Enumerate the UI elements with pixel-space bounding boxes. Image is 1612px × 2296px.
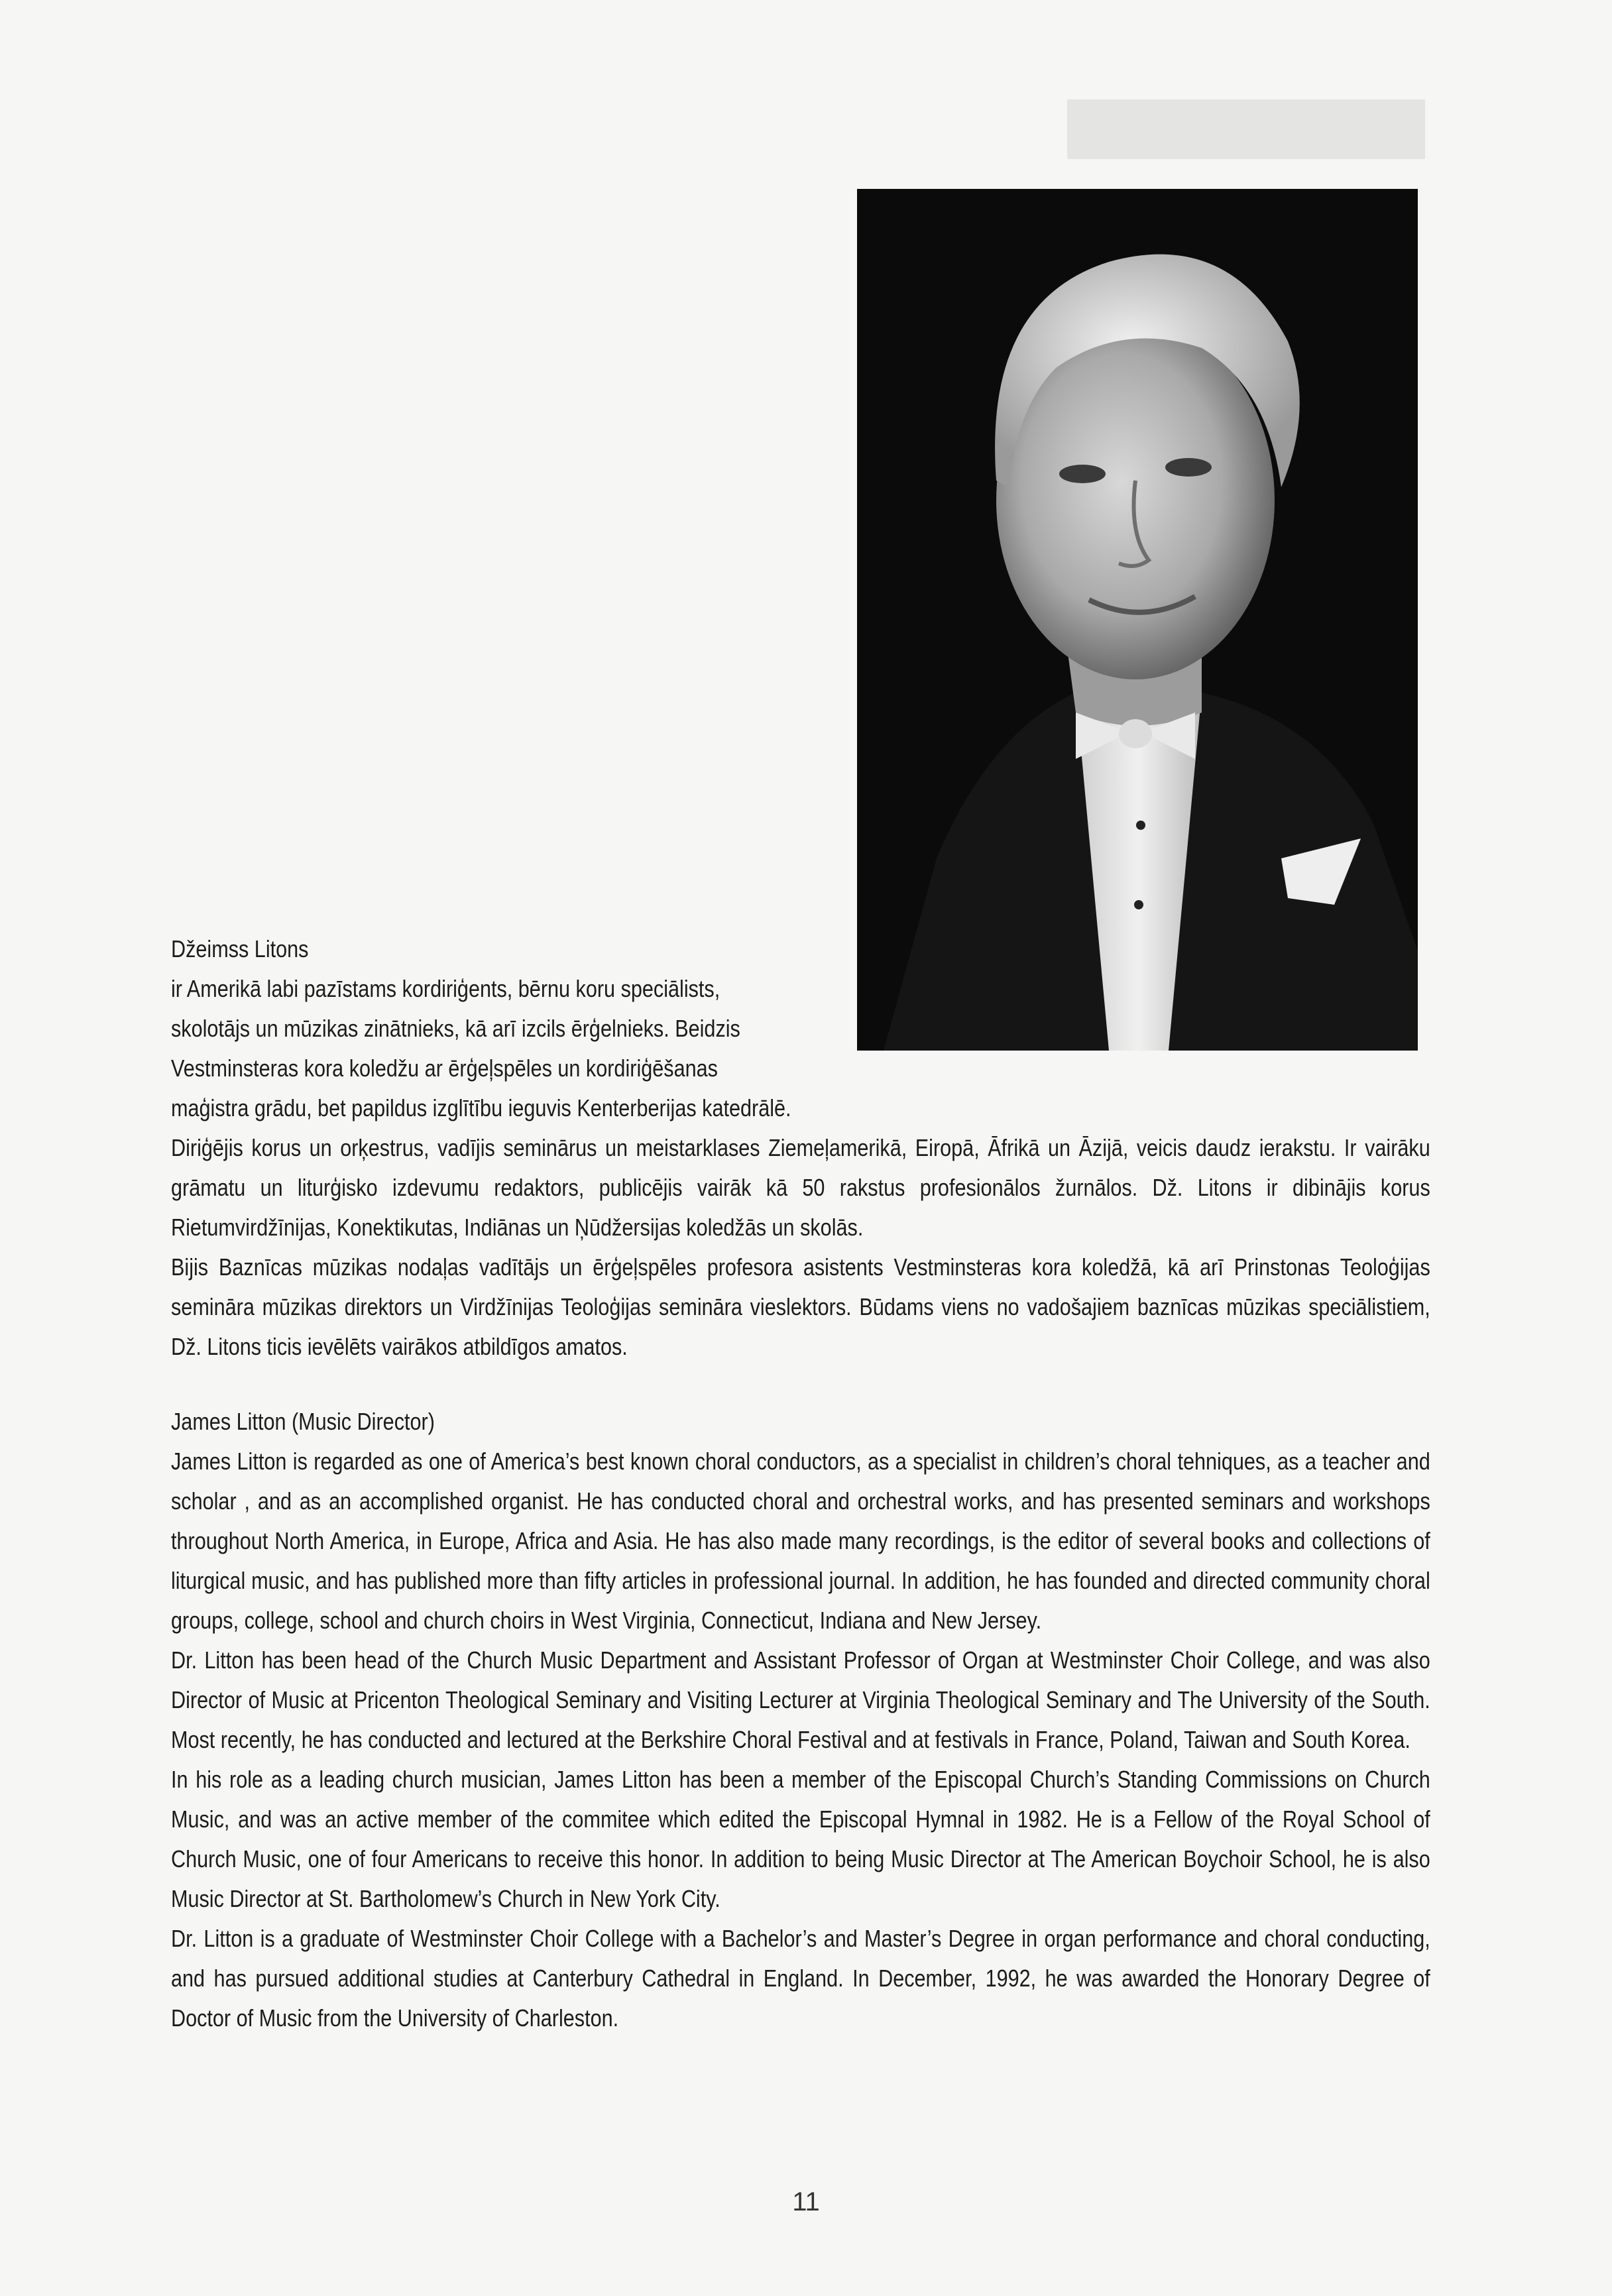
latvian-paragraph-1: Diriģējis korus un orķestrus, vadījis seminārus un meistarklases Ziemeļamerikā, Eiropā, Āfrikā un Āzijā, veicis daudz ierakstu. Ir vairāku grāmatu un liturģisko izdevumu redaktors, publicējis vairāk kā 50 rakstus profesionālos žurnālos. Dž. Litons ir dibinājis korus Rietumvirdžīnijas, Konektikutas, Indiānas un Ņūdžersijas koledžās un skolās.	[171, 1134, 1430, 1241]
page-bleed-band	[1067, 99, 1425, 159]
portrait-illustration	[857, 189, 1418, 1051]
portrait-photo	[857, 189, 1418, 1051]
english-biography	[171, 1402, 1430, 2038]
english-paragraph-4: Dr. Litton is a graduate of Westminster Choir College with a Bachelor’s and Master’s Degree in organ performance and choral conducting, and has pursued additional studies at Canterbury Cathedral in England. In December, 1992, he was awarded the Honorary Degree of Doctor of Music from the University of Charleston.	[171, 1925, 1430, 2032]
latvian-biography	[171, 929, 1430, 1367]
english-paragraph-1: James Litton is regarded as one of America’s best known choral conductors, as a specialist in children’s choral tehniques, as a teacher and scholar , and as an accomplished organist. He has conducted choral and orchestral works, and has presented seminars and workshops throughout North America, in Europe, Africa and Asia. He has also made many recordings, is the editor of several books and collections of liturgical music, and has published more than fifty articles in professional journal. In addition, he has founded and directed community choral groups, college, school and church choirs in West Virginia, Connecticut, Indiana and New Jersey.	[171, 1448, 1430, 1634]
latvian-paragraph-2: Bijis Baznīcas mūzikas nodaļas vadītājs un ērģeļspēles profesora asistents Vestminsteras kora koledžā, kā arī Prinstonas Teoloģijas semināra mūzikas direktors un Virdžīnijas Teoloģijas semināra vieslektors. Būdams viens no vadošajiem baznīcas mūzikas speciālistiem, Dž. Litons ticis ievēlēts vairākos atbildīgos amatos.	[171, 1253, 1430, 1360]
english-paragraph-2: Dr. Litton has been head of the Church Music Department and Assistant Professor of Organ at Westminster Choir College, and was also Director of Music at Pricenton Theological Seminary and Visiting Lecturer at Virginia Theological Seminary and The University of the South. Most recently, he has conducted and lectured at the Berkshire Choral Festival and at festivals in France, Poland, Taiwan and South Korea.	[171, 1646, 1430, 1753]
latvian-intro-line-4: maģistra grādu, bet papildus izglītību ieguvis Kenterberijas katedrālē.	[171, 1094, 791, 1121]
latvian-intro-line-3: Vestminsteras kora koledžu ar ērģeļspēles un kordiriģēšanas	[171, 1055, 718, 1082]
latvian-intro-line-1: ir Amerikā labi pazīstams kordiriģents, bērnu koru speciālists,	[171, 975, 720, 1002]
latvian-intro-line-2: skolotājs un mūzikas zinātnieks, kā arī izcils ērģelnieks. Beidzis	[171, 1015, 740, 1042]
english-paragraph-3: In his role as a leading church musician, James Litton has been a member of the Episcopal Church’s Standing Commissions on Church Music, and was an active member of the commitee which edited the Episcopal Hymnal in 1982. He is a Fellow of the Royal School of Church Music, one of four Americans to receive this honor. In addition to being Music Director at The American Boychoir School, he is also Music Director at St. Bartholomew’s Church in New York City.	[171, 1766, 1430, 1912]
page-number: 11	[792, 2187, 820, 2216]
english-name-heading: James Litton (Music Director)	[171, 1408, 435, 1435]
latvian-name-heading: Džeimss Litons	[171, 935, 309, 962]
